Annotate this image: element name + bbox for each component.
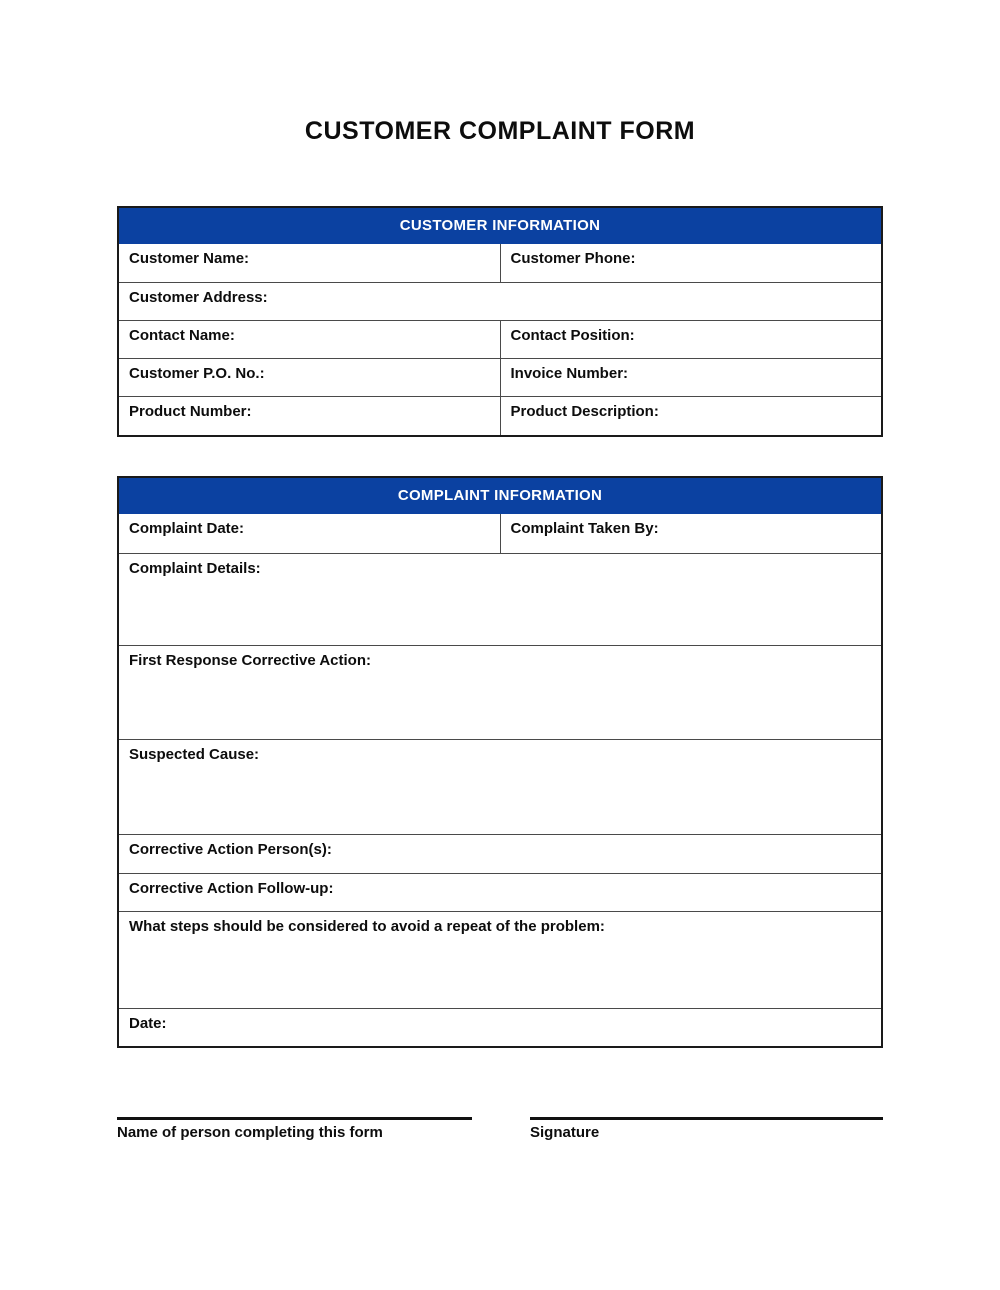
table-row <box>119 739 881 834</box>
complaint-date-label: Complaint Date: <box>129 520 245 537</box>
complaint-information-table <box>117 476 883 1048</box>
table-row <box>119 873 881 911</box>
table-row <box>119 320 881 358</box>
complaint-details-field[interactable] <box>119 554 881 645</box>
customer-name-field[interactable] <box>119 244 500 282</box>
first-response-corrective-action-label: First Response Corrective Action: <box>129 652 371 669</box>
signature-label: Signature <box>530 1124 600 1141</box>
complaint-taken-by-label: Complaint Taken By: <box>510 520 659 537</box>
table-row <box>119 396 881 435</box>
date-field[interactable] <box>119 1009 881 1046</box>
invoice-number-label: Invoice Number: <box>510 365 629 382</box>
customer-po-no-field[interactable] <box>119 359 500 396</box>
signature-line[interactable] <box>530 1117 883 1120</box>
product-description-label: Product Description: <box>510 403 659 420</box>
product-description-field[interactable] <box>500 397 882 435</box>
table-row <box>119 514 881 553</box>
table-row <box>119 1008 881 1046</box>
name-signature-block <box>117 1117 472 1141</box>
customer-address-label: Customer Address: <box>129 289 268 306</box>
complaint-taken-by-field[interactable] <box>500 514 882 553</box>
customer-name-label: Customer Name: <box>129 250 250 267</box>
contact-name-field[interactable] <box>119 321 500 358</box>
table-row <box>119 282 881 320</box>
product-number-label: Product Number: <box>129 403 252 420</box>
table-row <box>119 358 881 396</box>
customer-information-table <box>117 206 883 437</box>
name-signature-line[interactable] <box>117 1117 472 1120</box>
product-number-field[interactable] <box>119 397 500 435</box>
table-row <box>119 911 881 1008</box>
signature-section <box>117 1117 883 1141</box>
complaint-details-label: Complaint Details: <box>129 560 261 577</box>
invoice-number-field[interactable] <box>500 359 882 396</box>
customer-address-field[interactable] <box>119 283 881 320</box>
table-row <box>119 553 881 645</box>
page-title: CUSTOMER COMPLAINT FORM <box>304 117 696 145</box>
date-label: Date: <box>129 1015 167 1032</box>
table-row <box>119 834 881 873</box>
complaint-date-field[interactable] <box>119 514 500 553</box>
contact-name-label: Contact Name: <box>129 327 235 344</box>
corrective-action-follow-up-field[interactable] <box>119 874 881 911</box>
table-row <box>119 244 881 282</box>
corrective-action-persons-label: Corrective Action Person(s): <box>129 841 332 858</box>
first-response-corrective-action-field[interactable] <box>119 646 881 739</box>
suspected-cause-label: Suspected Cause: <box>129 746 260 763</box>
corrective-action-follow-up-label: Corrective Action Follow-up: <box>129 880 334 897</box>
contact-position-label: Contact Position: <box>510 327 635 344</box>
signature-block <box>530 1117 883 1141</box>
customer-phone-label: Customer Phone: <box>510 250 636 267</box>
complaint-information-header: COMPLAINT INFORMATION <box>119 478 881 514</box>
table-row <box>119 645 881 739</box>
customer-information-header: CUSTOMER INFORMATION <box>119 208 881 244</box>
customer-po-no-label: Customer P.O. No.: <box>129 365 265 382</box>
customer-phone-field[interactable] <box>500 244 882 282</box>
corrective-action-persons-field[interactable] <box>119 835 881 873</box>
avoid-repeat-steps-field[interactable] <box>119 912 881 1008</box>
contact-position-field[interactable] <box>500 321 882 358</box>
avoid-repeat-steps-label: What steps should be considered to avoid a repeat of the problem: <box>129 918 605 935</box>
suspected-cause-field[interactable] <box>119 740 881 834</box>
name-signature-label: Name of person completing this form <box>117 1124 383 1141</box>
